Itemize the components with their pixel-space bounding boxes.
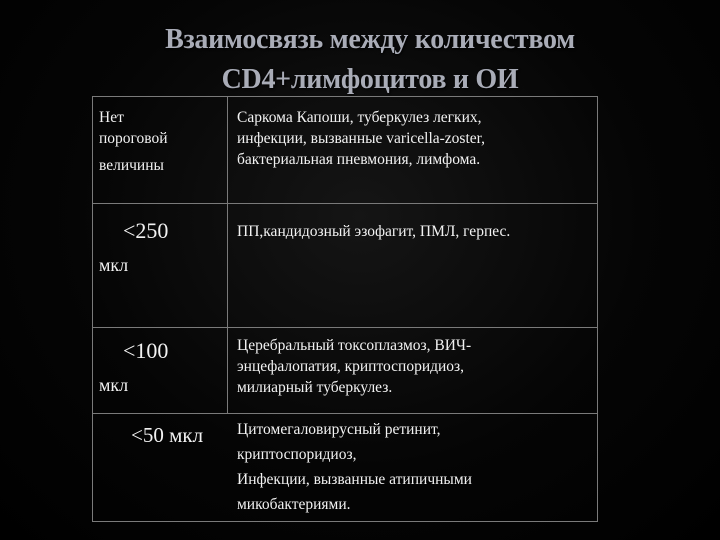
conditions-cell-50: Цитомегаловирусный ретинит, криптоспоридиоз, Инфекции, вызванные атипичными микобактериями. — [237, 421, 472, 513]
threshold-cell-50: <50 мкл — [131, 423, 204, 447]
threshold-cell-100: <100 мкл — [99, 338, 169, 395]
threshold-cell-250: <250 мкл — [99, 218, 169, 275]
conditions-cell-250: ПП,кандидозный эзофагит, ПМЛ, герпес. — [237, 223, 511, 240]
title-line-2: CD4+лимфоцитов и ОИ — [221, 64, 519, 95]
cd4-oi-table — [92, 96, 598, 522]
row-divider — [93, 203, 597, 204]
threshold-cell-none: Нет пороговой величины — [99, 109, 168, 174]
row-divider — [93, 327, 597, 328]
conditions-cell-100: Церебральный токсоплазмоз, ВИЧ- энцефалопатия, криптоспоридиоз, милиарный туберкулез. — [237, 337, 472, 396]
column-divider — [227, 97, 228, 413]
conditions-cell-none: Саркома Капоши, туберкулез легких, инфекции, вызванные varicella-zoster, бактериальная пневмония, лимфома. — [237, 109, 486, 168]
slide-title — [80, 20, 660, 100]
title-line-1: Взаимосвязь между количеством — [165, 24, 575, 55]
row-divider — [93, 413, 597, 414]
